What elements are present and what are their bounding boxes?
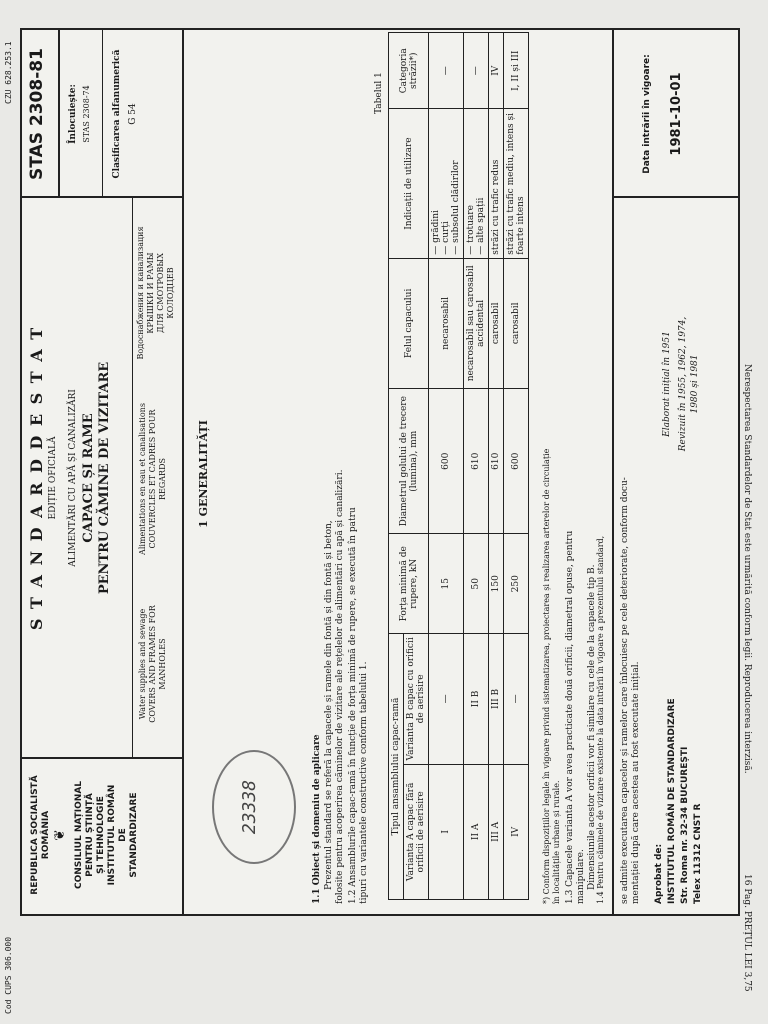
library-stamp xyxy=(212,750,296,864)
cell-force: 50 xyxy=(464,534,489,634)
table-row xyxy=(504,33,529,900)
th-type: Tipul ansamblului capac-ramă xyxy=(389,634,404,900)
cell-cover-kind: carosabil xyxy=(489,258,504,388)
legal-margin-note: Nerespectarea Standardelor de Stat este urmărită conform legii. Reproducerea interzisă. xyxy=(742,364,752,774)
cell-street-category: — xyxy=(464,33,489,109)
cell-cover-kind: necarosabil xyxy=(429,258,464,388)
main-title-line-2: PENTRU CĂMINE DE VIZITARE xyxy=(97,361,112,595)
cell-variant-a: III A xyxy=(489,764,504,899)
translation-ru-2: КРЫШКИ И РАМЫ xyxy=(146,252,155,334)
p13-line-2: manipulare. xyxy=(576,849,586,904)
council-line-5: DE xyxy=(118,828,128,842)
cell-variant-b: — xyxy=(504,634,529,765)
council-line-1: CONSILIUL NAȚIONAL xyxy=(74,780,84,890)
cell-variant-b: III B xyxy=(489,634,504,765)
replace-box-divider xyxy=(102,30,103,198)
p12-line-1: 1.2 Ansamblurile capac-ramă în funcție de forța minimă de rupere, se execută în patru xyxy=(348,507,358,904)
cell-cover-kind: carosabil xyxy=(504,258,529,388)
cell-variant-b: II B xyxy=(464,634,489,765)
cell-force: 150 xyxy=(489,534,504,634)
translation-ru-1: Водоснабжения и канализация xyxy=(136,226,145,360)
cell-street-category: IV xyxy=(489,33,504,109)
cell-force: 250 xyxy=(504,534,529,634)
cell-usage: străzi cu trafic redus xyxy=(489,109,504,258)
translation-fr-1: Alimentations en eau et canalisations xyxy=(138,403,147,555)
footer-right-divider xyxy=(612,196,738,198)
translation-fr-3: REGARDS xyxy=(158,458,167,500)
cell-diameter: 600 xyxy=(504,389,529,534)
cell-variant-b: — xyxy=(429,634,464,765)
republic-line-1: REPUBLICA SOCIALISTĂ xyxy=(30,775,40,895)
footer-divider xyxy=(612,30,614,914)
cell-variant-a: II A xyxy=(464,764,489,899)
header-divider xyxy=(182,30,184,914)
republic-line-2: ROMÂNIA xyxy=(41,810,51,860)
translation-en-1: Water supplies and sewage xyxy=(138,608,147,720)
council-line-2: PENTRU ȘTIINȚĂ xyxy=(85,793,95,877)
main-title-line-1: CAPACE ȘI RAME xyxy=(81,413,96,543)
table-row xyxy=(489,33,504,900)
cell-cover-kind: necarosabil sau carosabil accidental xyxy=(464,258,489,388)
cell-usage: străzi cu trafic mediu, intens și foarte intens xyxy=(504,109,529,258)
p12-line-2: tipuri cu variantele constructive conform tabelului 1. xyxy=(359,661,369,904)
th-diameter: Diametrul golului de trecere (lumina), mm xyxy=(389,389,429,534)
th-force: Forța minimă de rupere, kN xyxy=(389,534,429,634)
approved-line-3: Telex 11312 CNST R xyxy=(693,803,703,904)
approved-line-2: Str. Roma nr. 32-34 BUCUREȘTI xyxy=(680,746,690,904)
translation-fr-2: COUVERCLES ET CADRES POUR xyxy=(148,409,157,549)
th-street-category: Categoria străzii*) xyxy=(389,33,429,109)
council-line-4: INSTITUTUL ROMÂN xyxy=(107,784,117,886)
p14-line-1: 1.4 Pentru căminele de vizitare existente la data intrării în vigoare a prezentului standard, xyxy=(596,535,605,904)
standard-frame xyxy=(20,28,740,916)
replaces-value: STAS 2308-74 xyxy=(82,85,91,143)
p14-line-2: se admite executarea capacelor și ramelor care înlocuiesc pe cele deteriorate, conform docu- xyxy=(620,477,630,904)
cell-street-category: — xyxy=(429,33,464,109)
cell-usage: — grădini — curți — subsolul clădirilor xyxy=(429,109,464,258)
translation-en-2: COVERS AND FRAMES FOR xyxy=(148,605,157,723)
p11-line-1: Prezentul standard se referă la capacele și ramele din fontă și din fontă și beton, xyxy=(324,520,334,890)
table-row xyxy=(464,33,489,900)
domain-line: ALIMENTĂRI CU APĂ ȘI CANALIZĂRI xyxy=(68,389,78,567)
classification-label: Clasificarea alfanumerică xyxy=(112,49,122,179)
cell-diameter: 610 xyxy=(489,389,504,534)
table-row xyxy=(429,33,464,900)
p13-line-1: 1.3 Capacele varianta A vor avea practicate două orificii, diametral opuse, pentru xyxy=(565,530,575,904)
th-cover-kind: Felul capacului xyxy=(389,258,429,388)
translation-en-3: MANHOLES xyxy=(158,638,167,690)
table-header-row xyxy=(389,33,404,900)
classification-value: G 54 xyxy=(128,103,138,125)
approved-line-1: INSTITUTUL ROMÂN DE STANDARDIZARE xyxy=(667,698,677,904)
header-subtitle: EDIȚIE OFICIALĂ xyxy=(48,436,58,520)
translation-ru-4: КОЛОДЦЕВ xyxy=(166,267,175,319)
council-line-6: STANDARDIZARE xyxy=(129,792,139,878)
top-right-code: CZU 628.253.1 xyxy=(4,41,13,104)
council-line-3: ȘI TEHNOLOGIE xyxy=(96,796,106,874)
th-usage: Indicații de utilizare xyxy=(389,109,429,258)
cell-force: 15 xyxy=(429,534,464,634)
replaces-label: Înlocuiește: xyxy=(68,84,78,144)
cell-variant-a: I xyxy=(429,764,464,899)
p11-line-2: folosite pentru acoperirea căminelor de vizitare ale rețelelor de alimentări cu apă și canalizări. xyxy=(335,469,345,904)
effective-label: Data intrării în vigoare: xyxy=(642,54,652,174)
footnote-line-2: în localitățile urbane și rurale. xyxy=(552,780,561,904)
stamp-number: 23338 xyxy=(239,779,260,835)
stas-box-divider xyxy=(58,30,60,198)
header-left-divider xyxy=(22,757,182,759)
effective-date: 1981-10-01 xyxy=(669,72,684,156)
approved-label: Aprobat de: xyxy=(654,843,664,904)
footnote-line-1: *) Conform dispozițiilor legale în vigoare privind sistematizarea, proiectarea și realizarea arterelor de circulație xyxy=(542,448,551,904)
table-label: Tabelul 1 xyxy=(374,72,384,114)
translation-ru-3: ДЛЯ СМОТРОВЫХ xyxy=(156,253,165,333)
elaborated-note: Elaborat inițial în 1951 xyxy=(662,331,672,437)
cell-variant-a: IV xyxy=(504,764,529,899)
p11-title: 1.1 Obiect și domeniu de aplicare xyxy=(312,734,322,904)
stas-code: STAS 2308-81 xyxy=(27,48,47,180)
cell-usage: — trotuare — alte spații xyxy=(464,109,489,258)
p13-line-3: Dimensiunile acestor orificii vor fi similare cu cele de la capacele tip B. xyxy=(587,564,597,890)
th-variant-a: Varianta A capac fără orificii de aerisire xyxy=(404,764,429,899)
translations-divider xyxy=(132,197,133,757)
price-note: 16 Pag. PREȚUL LEI 3,75 xyxy=(742,874,752,992)
top-left-code: Cod CUPS 306.000 xyxy=(4,936,13,1014)
table-1 xyxy=(388,32,529,900)
section-title: 1 GENERALITĂȚI xyxy=(197,420,210,528)
th-variant-b: Varianta B capac cu orificii de aerisire xyxy=(404,634,429,765)
cell-diameter: 600 xyxy=(429,389,464,534)
header-title: S T A N D A R D D E S T A T xyxy=(27,325,46,631)
cell-diameter: 610 xyxy=(464,389,489,534)
cell-street-category: I, II și III xyxy=(504,33,529,109)
p14-line-3: mentației după care acestea au fost executate inițial. xyxy=(631,661,641,904)
coat-of-arms-icon: ❦ xyxy=(52,829,68,841)
revised-line-1: Revizuit în 1955, 1962, 1974, xyxy=(678,316,688,452)
revised-line-2: 1980 și 1981 xyxy=(690,354,700,414)
